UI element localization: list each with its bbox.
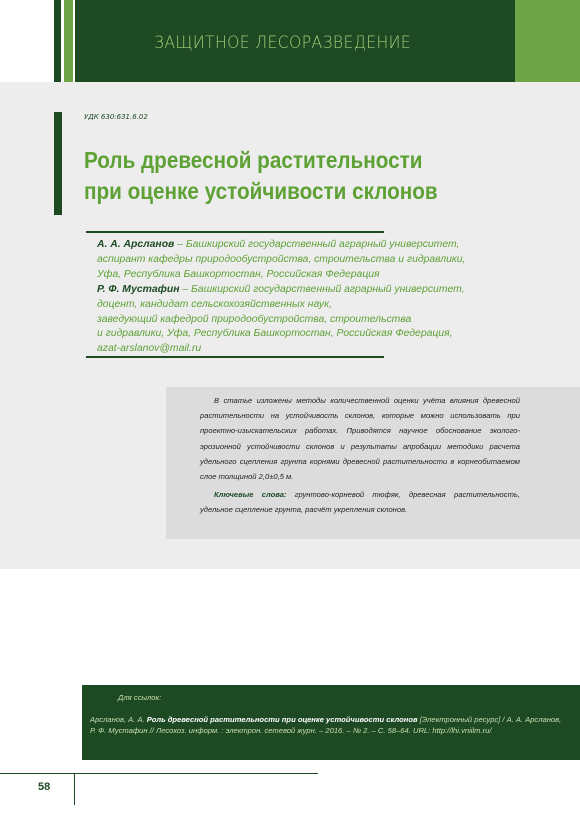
keywords-list: грунтово-корневой тюфяк, древесная растительность, удельное сцепление грунта, расчёт укрепления склонов. xyxy=(200,490,520,515)
author-1-location: Уфа, Республика Башкортостан, Российская Федерация xyxy=(97,268,380,280)
udk-code: УДК 630:631.6.02 xyxy=(84,113,148,121)
article-title xyxy=(84,145,480,207)
authors-bottom-rule xyxy=(86,356,384,358)
article-title-line-2: при оценке устойчивости склонов xyxy=(84,178,438,204)
keywords xyxy=(200,487,520,517)
author-1-affiliation: – Башкирский государственный аграрный университет, xyxy=(174,239,460,250)
author-2-location: и гидравлики, Уфа, Республика Башкортостан, Российская Федерация, xyxy=(97,328,453,340)
header-stripe-light xyxy=(64,0,73,82)
author-1-name: А. А. Арсланов xyxy=(97,239,175,250)
footer-divider xyxy=(74,773,75,805)
citation-authors: Арсланов, А. А. xyxy=(90,715,147,724)
page-number: 58 xyxy=(38,781,51,793)
section-title: ЗАЩИТНОЕ ЛЕСОРАЗВЕДЕНИЕ xyxy=(154,33,412,53)
citation-title: Роль древесной растительности при оценке устойчивости склонов xyxy=(146,715,418,724)
footer-rule xyxy=(0,773,318,774)
citation-label: Для ссылок: xyxy=(118,693,162,702)
title-accent-bar xyxy=(54,112,62,215)
keywords-label: Ключевые слова: xyxy=(214,490,287,499)
header-band-accent xyxy=(515,0,580,82)
author-2-affiliation: – Башкирский государственный аграрный университет, xyxy=(179,283,465,295)
header-stripe-dark xyxy=(54,0,61,82)
author-1-position: аспирант кафедры природообустройства, строительства и гидравлики, xyxy=(97,253,466,265)
abstract-paragraph: В статье изложены методы количественной оценки учёта влияния древесной растительности на устойчивость склонов, которые можно использовать при проектно-изыскательских работах. Приводятся научное обоснование эколого-эрозионной устойчивости склонов и результаты апробации методики расчета удельного сцепления грунта корнями древесной растительности в корнеобитаемом слое толщиной 2,0±0,5 м. xyxy=(200,396,520,482)
article-title-line-1: Роль древесной растительности xyxy=(84,147,423,173)
author-2-name: Р. Ф. Мустафин xyxy=(97,283,180,295)
abstract-text xyxy=(200,393,520,484)
author-2-degree: доцент, кандидат сельскохозяйственных наук, xyxy=(97,298,332,310)
author-email[interactable]: azat-arslanov@mail.ru xyxy=(97,343,202,355)
authors-top-rule xyxy=(86,231,384,233)
author-2-position: заведующий кафедрой природообустройства, строительства xyxy=(97,313,412,325)
authors-block xyxy=(97,238,567,357)
citation-text xyxy=(90,714,565,736)
citation-source: [Электронный ресурс] / А. А. Арсланов, Р. Ф. Мустафин // Лесохоз. информ. : электрон. сетевой журн. – 2016. – № 2. – С. 58–64. URL: http://lhi.vniilm.ru/ xyxy=(90,715,562,735)
